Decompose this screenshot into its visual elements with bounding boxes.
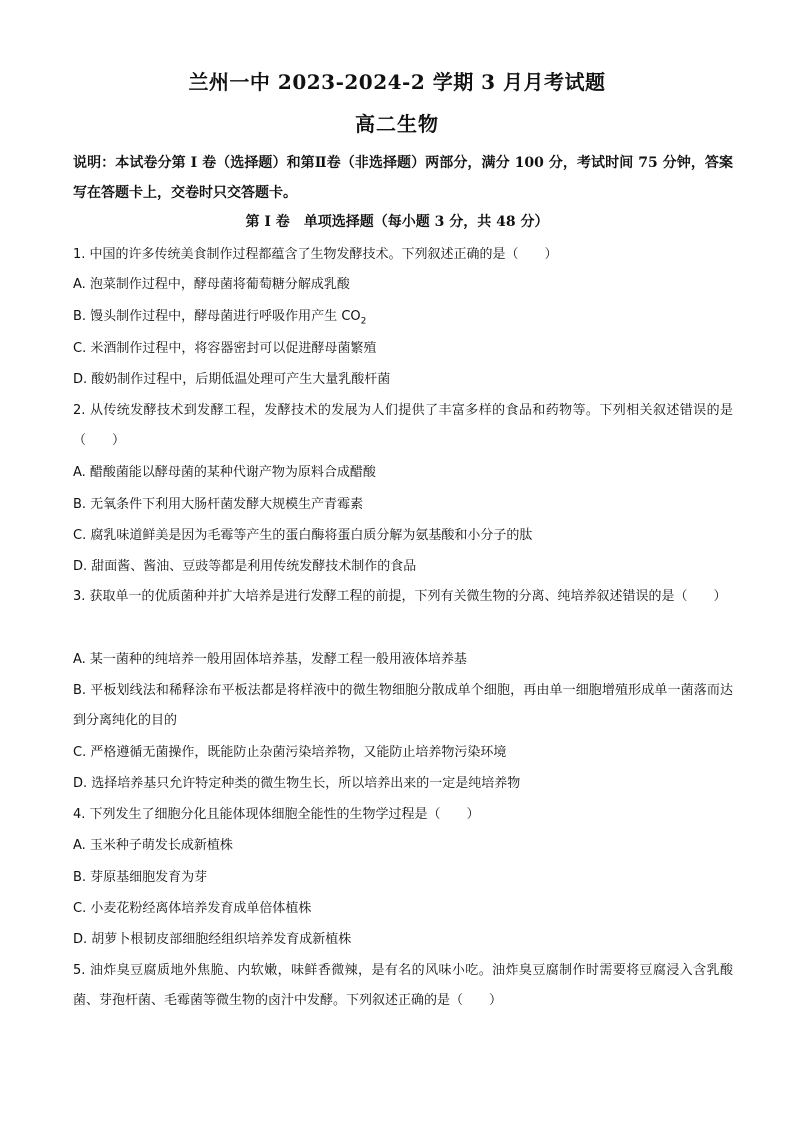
question-3-option-d: D. 选择培养基只允许特定种类的微生物生长，所以培养出来的一定是纯培养物	[73, 776, 521, 791]
question-1-option-c: C. 米酒制作过程中，将容器密封可以促进酵母菌繁殖	[73, 341, 377, 356]
exam-title: 兰州一中 2023-2024-2 学期 3 月月考试题	[188, 70, 606, 94]
question-4-option-b: B. 芽原基细胞发育为芽	[73, 870, 208, 885]
question-2-option-d: D. 甜面酱、酱油、豆豉等都是利用传统发酵技术制作的食品	[73, 559, 417, 574]
question-2-option-c: C. 腐乳味道鲜美是因为毛霉等产生的蛋白酶将蛋白质分解为氨基酸和小分子的肽	[73, 528, 533, 543]
question-2-stem: 2. 从传统发酵技术到发酵工程，发酵技术的发展为人们提供了丰富多样的食品和药物等。下列相关叙述错误的是（ ）	[73, 403, 733, 448]
section-title: 第 I 卷 单项选择题（每小题 3 分，共 48 分）	[245, 214, 549, 230]
question-4-option-a: A. 玉米种子萌发长成新植株	[73, 838, 233, 853]
question-3-option-c: C. 严格遵循无菌操作，既能防止杂菌污染培养物，又能防止培养物污染环境	[73, 745, 507, 760]
question-2-option-a: A. 醋酸菌能以酵母菌的某种代谢产物为原料合成醋酸	[73, 465, 376, 480]
instructions: 说明：本试卷分第 I 卷（选择题）和第Ⅱ卷（非选择题）两部分，满分 100 分，考试时间 75 分钟，答案写在答题卡上，交卷时只交答题卡。	[73, 155, 733, 201]
question-3-option-a: A. 某一菌种的纯培养一般用固体培养基，发酵工程一般用液体培养基	[73, 652, 467, 667]
co2-subscript: 2	[360, 316, 367, 327]
question-4-option-d: D. 胡萝卜根韧皮部细胞经组织培养发育成新植株	[73, 932, 352, 947]
question-2-option-b: B. 无氧条件下利用大肠杆菌发酵大规模生产青霉素	[73, 497, 364, 512]
question-1-option-d: D. 酸奶制作过程中，后期低温处理可产生大量乳酸杆菌	[73, 372, 391, 387]
question-1-stem: 1. 中国的许多传统美食制作过程都蕴含了生物发酵技术。下列叙述正确的是（ ）	[73, 247, 558, 262]
question-1-option-b	[73, 302, 733, 337]
question-4-option-c: C. 小麦花粉经离体培养发育成单倍体植株	[73, 901, 312, 916]
option-b-text: B. 馒头制作过程中，酵母菌进行呼吸作用产生 CO	[73, 309, 361, 324]
question-5-stem: 5. 油炸臭豆腐质地外焦脆、内软嫩，味鲜香微辣，是有名的风味小吃。油炸臭豆腐制作时需要将豆腐浸入含乳酸菌、芽孢杆菌、毛霉菌等微生物的卤汁中发酵。下列叙述正确的是（ ）	[73, 963, 733, 1008]
question-1-option-a: A. 泡菜制作过程中，酵母菌将葡萄糖分解成乳酸	[73, 277, 350, 292]
subject-title: 高二生物	[355, 112, 439, 136]
question-3-option-b: B. 平板划线法和稀释涂布平板法都是将样液中的微生物细胞分散成单个细胞，再由单一细胞增殖形成单一菌落而达到分离纯化的目的	[73, 683, 733, 728]
question-3-stem: 3. 获取单一的优质菌种并扩大培养是进行发酵工程的前提，下列有关微生物的分离、纯培养叙述错误的是（ ）	[73, 589, 727, 604]
question-4-stem: 4. 下列发生了细胞分化且能体现体细胞全能性的生物学过程是（ ）	[73, 807, 480, 822]
